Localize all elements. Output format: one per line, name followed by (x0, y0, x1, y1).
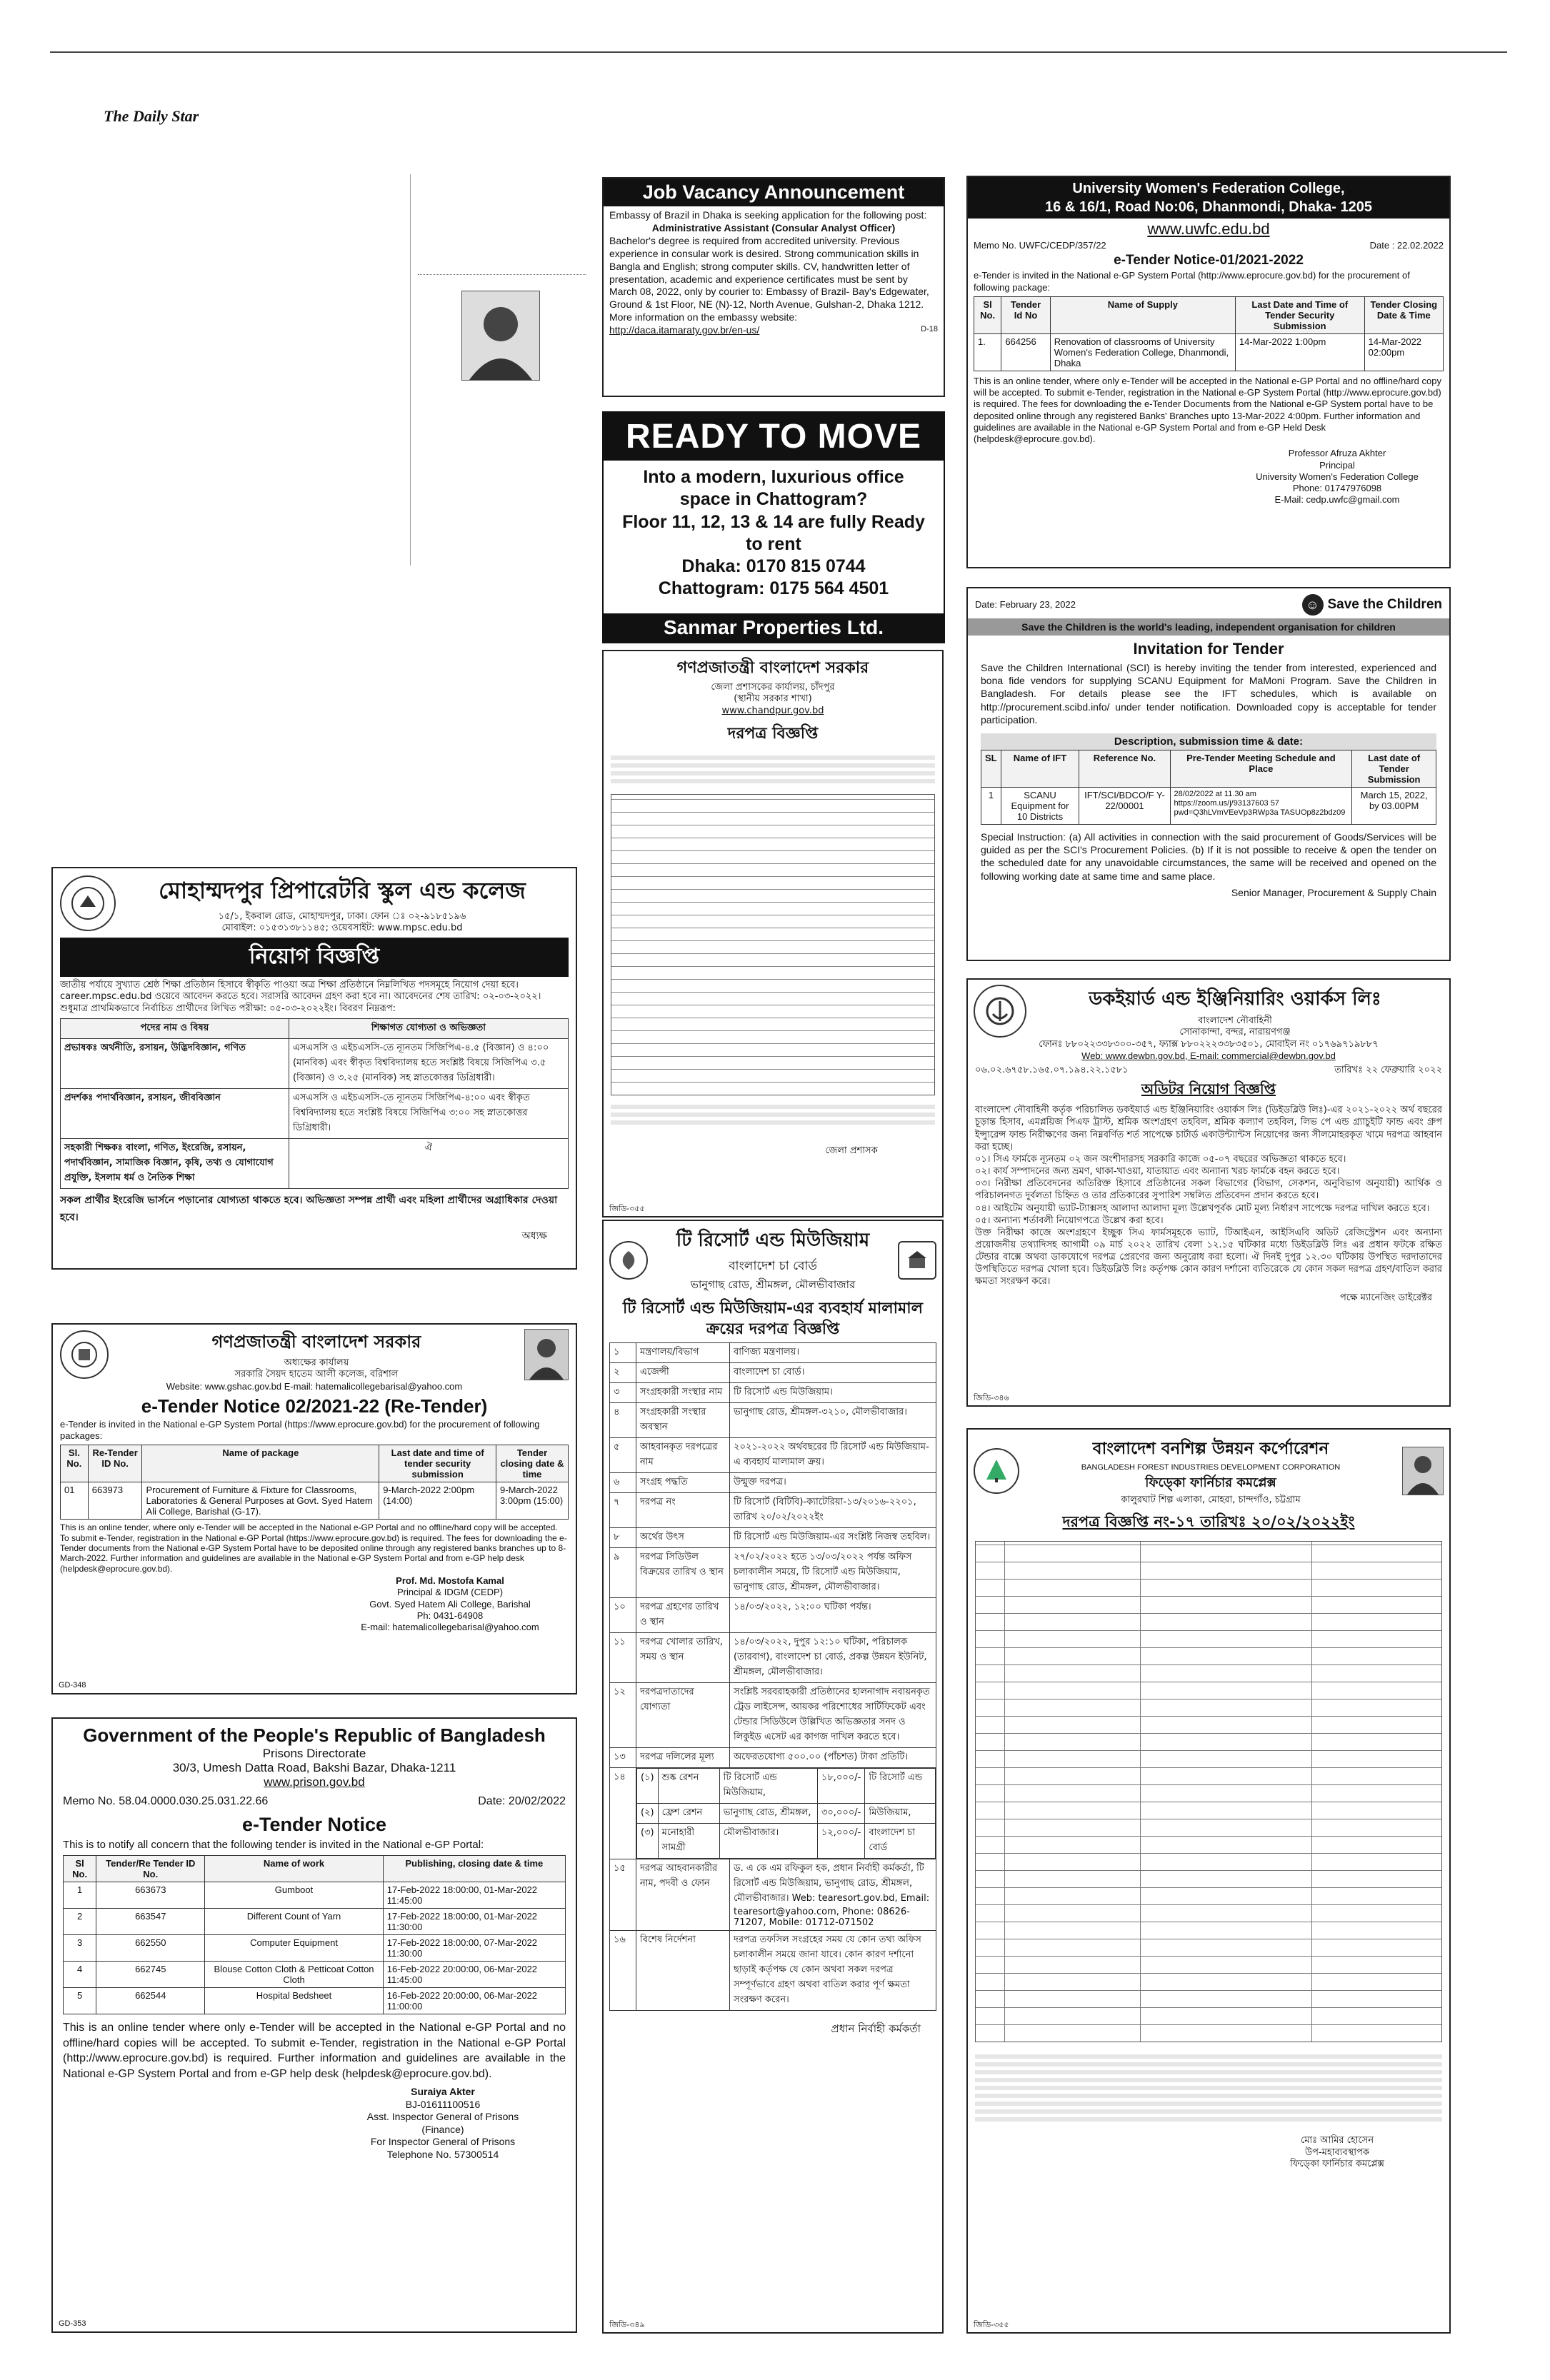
dockyard-name: ডকইয়ার্ড এন্ড ইঞ্জিনিয়ারিং ওয়ার্কস লিঃ (1089, 988, 1381, 1010)
bfidc-title: দরপত্র বিজ্ঞপ্তি নং-১৭ তারিখঃ ২০/০২/২০২২ইং (1062, 1513, 1355, 1531)
dockyard-title: অডিটর নিয়োগ বিজ্ঞপ্তি (1141, 1080, 1276, 1098)
uwfc-memo: Memo No. UWFC/CEDP/357/22 (974, 240, 1106, 251)
bfidc-table (975, 1541, 1442, 2042)
tea-name: টি রিসোর্ট এন্ড মিউজিয়াম (676, 1230, 870, 1251)
table-row: ১৩ দরপত্র দলিলের মূল্য অফেরতযোগ্য ৫০০.০০ (পাঁচশত) টাকা প্রতিটি। (610, 1748, 936, 1768)
dockyard-web[interactable]: Web: www.dewbn.gov.bd, E-mail: commercial@dewbn.gov.bd (1081, 1050, 1336, 1061)
bfidc-tender (966, 1428, 1451, 2334)
uwfc-notice: e-Tender Notice-01/2021-2022 (1114, 253, 1304, 268)
chandpur-title: দরপত্র বিজ্ঞপ্তি (727, 724, 819, 743)
prisons-govt: Government of the People's Republic of Bangladesh (83, 1724, 546, 1746)
rtm-line1: Into a modern, luxurious office space in Chattogram? (643, 467, 904, 510)
prisons-notes: This is an online tender where only e-Tender will be accepted in the National e-GP Portal and no offline/hard copies will be accepted. To submit e-Tender, registration in the National e-GP Portal (http://www.eprocure.gov.bd) is required. Further information and guidelines are available in the National e-GP System Portal and from e-GP help desk (helpdesk@eprocure.gov.bd). (63, 2022, 566, 2080)
job-body: Bachelor's degree is required from accredited university. Previous experience in consular work is desired. Strong communication skills in Bangla and English; strong computer skills. CV, handwritten letter of presentation, academic and experience certificates must be sent by March 08, 2022, only by courier to: Embassy of Brazil- Bay's Edgewater, Ground & 1st Floor, NE (N)-12, North Avenue, Gulshan-2, Dhaka 1212. (609, 234, 929, 311)
job-vacancy-ad (602, 177, 945, 397)
hatem-sign-org: Govt. Syed Hatem Ali College, Barishal (369, 1598, 531, 1610)
uwfc-intro: e-Tender is invited in the National e-GP System Portal (http://www.eprocure.gov.bd) for the procurement of following package: (974, 270, 1410, 293)
table-row: ৩ সংগ্রহকারী সংস্থার নাম টি রিসোর্ট এন্ড মিউজিয়াম। (610, 1383, 936, 1403)
tea-resort-tender (602, 1220, 944, 2334)
table-row: ১৫ দরপত্র আহবানকারীর নাম, পদবী ও ফোন ড. এ কে এম রফিকুল হক, প্রধান নির্বাহী কর্মকর্তা, টি রিসোর্ট এন্ড মিউজিয়াম, ভানুগাছ রোড, শ্রীমঙ্গল, মৌলভীবাজার। Web: tearesort.gov.bd, Email: tearesort@yahoo.com, Phone: 08626-71207, Mobile: 01712-071502 (610, 1859, 936, 1931)
rtm-line2: Floor 11, 12, 13 & 14 are fully Ready to rent (622, 511, 925, 554)
uwfc-date: Date : 22.02.2022 (1369, 240, 1444, 251)
stc-date: Date: February 23, 2022 (975, 598, 1076, 610)
dockyard-phone: ফোনঃ ৮৮০২২৩৩৮৩০০-৩৫৭, ফ্যাক্স ৮৮০২২২৩৩৮৩৫০১, মোবাইল নং ০১৭৬৯৭১৯৮৮৭ (1039, 1038, 1379, 1050)
hatem-website[interactable]: Website: www.gshac.gov.bd E-mail: hatemalicollegebarisal@yahoo.com (166, 1380, 463, 1392)
bfidc-name-en: BANGLADESH FOREST INDUSTRIES DEVELOPMENT CORPORATION (1081, 1463, 1341, 1472)
hatem-code: GD-348 (59, 1680, 86, 1689)
hatem-college: সরকারি সৈয়দ হাতেম আলী কলেজ, বরিশাল (234, 1369, 399, 1380)
mpsc-logo (60, 875, 116, 931)
prisons-sign-name: Suraiya Akter (411, 2086, 475, 2098)
hatem-sign-name: Prof. Md. Mostofa Kamal (396, 1575, 504, 1587)
prisons-notice: e-Tender Notice (241, 1814, 387, 1835)
bfidc-code: জিডি-৩৫৫ (974, 2319, 1009, 2329)
stc-table: SL Name of IFT Reference No. Pre-Tender Meeting Schedule and Place Last date of Tender Submission 1 SCANU Equipment for 10 Districts IFT/SCI/BDCO/F Y-22/00001 28/02/2022 at 11.30 am https://zoom.us/j/93137603 57 pwd=Q3hLVmVEeVp3RWp3a TASUOp8z2bdz09 March 15, 2022, by 03.00PM (981, 750, 1436, 825)
table-row: ৫ আহবানকৃত দরপত্রের নাম ২০২১-২০২২ অর্থবছরের টি রিসোর্ট এন্ড মিউজিয়াম-এ ব্যবহার্য মালামাল ক্রয়। (610, 1438, 936, 1473)
job-url[interactable]: http://daca.itamaraty.gov.br/en-us/ (609, 324, 760, 336)
list-item: ০৪। আইটেম অনুযায়ী ভ্যাট-ট্যাক্সসহ আলাদা আলাদা মূল্য উল্লেখপূর্বক মোট মূল্য নির্ধারণ সাপেক্ষে দরপত্র দাখিল করতে হবে। (975, 1202, 1430, 1214)
table-row: ৬ সংগ্রহ পদ্ধতি উন্মুক্ত দরপত্র। (610, 1473, 936, 1493)
rtm-dhaka: Dhaka: 0170 815 0744 (681, 556, 866, 576)
rtm-title: READY TO MOVE (604, 413, 944, 461)
bfidc-sign-title: উপ-মহাব্যবস্থাপক (1305, 2146, 1369, 2158)
table-row: ১১ দরপত্র খোলার তারিখ, সময় ও স্থান ১৪/০৩/২০২২, দুপুর ১২:১০ ঘটিকা, পরিচালক (তারবাগ), বাংলাদেশ চা বোর্ড, প্রকল্প উন্নয়ন ইউনিট, শ্রীমঙ্গল, মৌলভীবাজার। (610, 1633, 936, 1683)
table-row: ৯ দরপত্র সিডিউল বিক্রয়ের তারিখ ও স্থান ২৭/০২/২০২২ হতে ১৩/০৩/২০২২ পর্যন্ত অফিস চলাকালীন সময়ে, টি রিসোর্ট এন্ড মিউজিয়াম, ভানুগাছ রোড, শ্রীমঙ্গল, মৌলভীবাজার। (610, 1548, 936, 1598)
stc-sign: Senior Manager, Procurement & Supply Chain (1231, 886, 1436, 898)
dockyard-closing: উক্ত নিরীক্ষা কাজে অংশগ্রহণে ইচ্ছুক সিএ ফার্মসমূহকে ভ্যাট, টিআইএন, আইসিএবি অডিট রেজিস্ট্রেশন এবং অন্যান্য প্রয়োজনীয় তথ্যাদিসহ আগামী ০৯ মার্চ ২০২২ তারিখ বেলা ১২.১৫ ঘটিকার মধ্যে ডিইডব্লিউ লিঃ এর প্রধান ফটকে রক্ষিত টেন্ডার বাক্সে অথবা ডাকযোগে দরপত্র প্রেরণের জন্য অনুরোধ করা হলো। ঐ দিনই দুপুর ১২.৩০ ঘটিকায় উপস্থিত দরদাতাদের উপস্থিতিতে দরপত্র খোলা হবে। ডিইডব্লিউ লিঃ কর্তৃপক্ষ কোন কারণ দর্শানো ব্যতিরেকে যে কোন সকল দরপত্র গ্রহণ/বাতিল করার ক্ষমতা সংরক্ষণ করে। (975, 1227, 1442, 1287)
stc-logo: Save the Children (1327, 597, 1442, 612)
hatem-intro: e-Tender is invited in the National e-GP System Portal (https://www.eprocure.gov.bd) for the procurement of following packages: (60, 1418, 540, 1441)
save-children-tender (966, 587, 1451, 961)
bfidc-address: কালুরঘাট শিল্প এলাকা, মোহরা, চান্দগাঁও, চট্টগ্রাম (1121, 1495, 1301, 1506)
uwfc-sign-name: Professor Afruza Akhter (1288, 448, 1386, 459)
uwfc-table: Sl No. Tender Id No Name of Supply Last Date and Time of Tender Security Submission Tender Closing Date & Time 1. 664256 Renovation of classrooms of University Women's Federation College, Dhanmondi, Dhaka 14-Mar-2022 1:00pm 14-Mar-2022 02:00pm (974, 296, 1444, 371)
job-more: More information on the embassy website: (609, 311, 798, 323)
table-row: 1 663673 Gumboot 17-Feb-2022 18:00:00, 01-Mar-2022 11:45:00 (64, 1882, 566, 1909)
prisons-sign-id: BJ-01611100516 (405, 2098, 481, 2110)
list-item: ০৩। নিরীক্ষা প্রতিবেদনের অতিরিক্ত হিসাবে প্রতিষ্ঠানের সকল বিভাগের (বিভাগ, সেকশন, অনুবিভাগ অনুযায়ী) আর্থিক ও পরিচালনগত দুর্বলতা চিহ্নিত ও তার প্রতিকারের সুপারিশ সম্বলিত প্রতিবেদন প্রদান করতে হবে। (975, 1178, 1442, 1202)
uwfc-sign-title: Principal (1319, 459, 1355, 471)
mpsc-table: পদের নাম ও বিষয় শিক্ষাগত যোগ্যতা ও অভিজ্ঞতা প্রভাষকঃ অর্থনীতি, রসায়ন, উদ্ভিদবিজ্ঞান, গণিত এসএসসি ও এইচএসসি-তে ন্যূনতম সিজিপিএ-৪.৫ (বিজ্ঞান) ও ৪:০০ (মানবিক) এবং স্বীকৃত বিশ্ববিদ্যালয় হতে সংশ্লিষ্ট বিষয়ে সিজিপিএ ৩.৫ (বিজ্ঞান) ও ৩.২৫ (মানবিক) সহ স্নাতকোত্তর ডিগ্রিধারী। প্রদর্শকঃ পদার্থবিজ্ঞান, রসায়ন, জীববিজ্ঞান এসএসসি ও এইচএসসি-তে ন্যূনতম সিজিপিএ-৪:০০ এবং স্বীকৃত বিশ্ববিদ্যালয় হতে সংশ্লিষ্ট বিষয়ে সিজিপিএ ৩:০০ সহ স্নাতকোত্তর ডিগ্রিধারী। সহকারী শিক্ষকঃ বাংলা, গণিত, ইংরেজি, রসায়ন, পদার্থবিজ্ঞান, সামাজিক বিজ্ঞান, কৃষি, তথ্য ও যোগাযোগ প্রযুক্তি, ইসলাম ধর্ম ও নৈতিক শিক্ষা ঐ (60, 1018, 569, 1189)
table-row: ১৪ (১) শুষ্ক রেশন টি রিসোর্ট এন্ড মিউজিয়াম, ১৮,০০০/- টি রিসোর্ট এন্ড (২) ফ্রেশ রেশন ভানুগাছ রোড, শ্রীমঙ্গল, ৩০,০০০/- মিউজিয়াম, (৩) মনোহারী সামগ্রী মৌলভীবাজার। ১২,০০০/- বাংলাদেশ চা বোর্ড (610, 1768, 936, 1859)
hatem-email: E-mail: hatemalicollegebarisal@yahoo.com (361, 1622, 539, 1633)
prisons-dir: Prisons Directorate (262, 1747, 366, 1760)
prisons-code: GD-353 (59, 2319, 86, 2328)
hatem-table: Sl. No. Re-Tender ID No. Name of package Last date and time of tender security submission Tender closing date & time 01 663973 Procurement of Furniture & Fixture for Classrooms, Laboratories & General Purposes at Govt. Syed Hatem Ali College, Barishal (G-17). 9-March-2022 2:00pm (14:00) 9-March-2022 3:00pm (15:00) (60, 1445, 569, 1520)
uwfc-sign-org: University Women's Federation College (1256, 471, 1419, 482)
list-item: ০১। সিএ ফার্মকে ন্যূনতম ০২ জন অংশীদারসহ সরকারি কাজে ০৫-০৭ বছরের অভিজ্ঞতা থাকতে হবে। (975, 1153, 1346, 1165)
ready-to-move-ad (602, 411, 945, 643)
dockyard-body: বাংলাদেশ নৌবাহিনী কর্তৃক পরিচালিত ডকইয়ার্ড এন্ড ইঞ্জিনিয়ারিং ওয়ার্কস লিঃ (ডিইডব্লিউ লিঃ)-এর ২০২১-২০২২ অর্থ বছরের চূড়ান্ত হিসাব, এমপ্লয়িজ পিএফ ট্রাস্ট, শ্রমিক অংশগ্রহণ তহবিল, শ্রমিক কল্যাণ তহবিল, লিভ পে এন্ড গ্র্যাচুইটি ফান্ড এবং গ্রুপ ইন্স্যুরেন্স ফান্ড নিরীক্ষণের জন্য নিম্নবর্ণিত শর্ত সাপেক্ষে চার্টার্ড একাউন্ট্যান্টস নিয়োগের জন্য সীলমোহরকৃত খামে দরপত্র আহবান করা হচ্ছে। (975, 1105, 1442, 1153)
table-row: 3 662550 Computer Equipment 17-Feb-2022 18:00:00, 07-Mar-2022 11:30:00 (64, 1935, 566, 1962)
bfidc-sign-org: ফিড্কো ফার্নিচার কমপ্লেক্স (1290, 2158, 1384, 2169)
list-item: ০৫। অন্যান্য শর্তাবলী নিয়োগপত্রে উল্লেখ করা হবে। (975, 1215, 1164, 1226)
stc-tagline: Save the Children is the world's leading, independent organisation for children (968, 618, 1449, 636)
portrait-photo (1402, 1447, 1444, 1495)
portrait-photo (524, 1329, 569, 1380)
hatem-ph: Ph: 0431-64908 (416, 1610, 484, 1621)
dockyard-ref: ০৬.০২.৬৭৫৮.১৬৫.০৭.১৯৪.২২.১৫৮১ (975, 1065, 1129, 1075)
chandpur-web[interactable]: www.chandpur.gov.bd (721, 705, 824, 716)
bfidc-unit: ফিড্কো ফার্নিচার কমপ্লেক্স (1145, 1475, 1276, 1491)
uwfc-notes: This is an online tender, where only e-Tender will be accepted in the National e-GP Portal and no offline/hard copy will be accepted. To submit e-Tender, registration in the National e-GP System Portal (http://www.eprocure.gov.bd) is required. The fees for downloading the e-Tender Documents from the National e-GP System portal have to be deposited online through any registered Banks' Branches upto 13-Mar-2022 4:00pm. Further information and guidelines are available in the National e-GP System Portal and from e-GP Held Desk (helpdesk@eprocure.gov.bd). (974, 375, 1441, 444)
tea-sign: প্রধান নির্বাহী কর্মকর্তা (831, 2022, 921, 2036)
tea-code: জিডি-৩৪৯ (609, 2319, 645, 2329)
table-row: ১২ দরপত্রদাতাদের যোগ্যতা সংশ্লিষ্ট সরবরাহকারী প্রতিষ্ঠানের হালনাগাদ নবায়নকৃত ট্রেড লাইসেন্স, আয়কর পরিশোধের সার্টিফিকেট এবং টেন্ডার সিডিউলে উল্লিখিত অভিজ্ঞতার সনদ ও লিকুইড এসেট এর কাগজ দাখিল করতে হবে। (610, 1683, 936, 1748)
rtm-company: Sanmar Properties Ltd. (604, 613, 944, 642)
dockyard-address: সোনাকান্দা, বন্দর, নারায়ণগঞ্জ (1179, 1027, 1291, 1038)
hatem-tender (51, 1323, 577, 1694)
tea-board: বাংলাদেশ চা বোর্ড (729, 1259, 817, 1273)
table-row: 2 663547 Different Count of Yarn 17-Feb-2022 18:00:00, 01-Mar-2022 11:30:00 (64, 1909, 566, 1935)
prisons-date: Date: 20/02/2022 (478, 1795, 566, 1807)
tea-board-logo (609, 1241, 648, 1280)
save-children-logo-icon: ☺ (1302, 594, 1324, 616)
prisons-phone: Telephone No. 57300514 (386, 2148, 499, 2160)
hatem-govt: গণপ্রজাতন্ত্রী বাংলাদেশ সরকার (211, 1332, 421, 1352)
mpsc-notice: নিয়োগ বিজ্ঞপ্তি (60, 938, 569, 977)
dockyard-sub: বাংলাদেশ নৌবাহিনী (1198, 1015, 1272, 1026)
job-vacancy-title: Job Vacancy Announcement (604, 179, 944, 206)
dockyard-notice (966, 978, 1451, 1407)
mpsc-recruitment (51, 867, 577, 1270)
table-row: ১০ দরপত্র গ্রহণের তারিখ ও স্থান ১৪/০৩/২০২২, ১২:০০ ঘটিকা পর্যন্ত। (610, 1598, 936, 1633)
hatem-office: অধ্যক্ষের কার্যালয় (284, 1357, 349, 1368)
masthead: The Daily Star (104, 107, 199, 125)
obituary-box (410, 174, 590, 566)
tea-resort-logo (898, 1241, 936, 1280)
hatem-notice: e-Tender Notice 02/2021-22 (Re-Tender) (141, 1395, 488, 1417)
prisons-table: Sl No. Tender/Re Tender ID No. Name of work Publishing, closing date & time 1 663673 Gumboot 17-Feb-2022 18:00:00, 01-Mar-2022 11:45:00 2 663547 Different Count of Yarn 17-Feb-2022 18:00:00, 01-Mar-2022 11:30:00 3 662550 Computer Equipment 17-Feb-2022 18:00:00, 07-Mar-2022 11:30:00 4 662745 Blouse Cotton Cloth & Petticoat Cotton Cloth 16-Feb-2022 20:00:00, 06-Mar-2022 11:45:00 5 662544 Hospital Bedsheet 16-Feb-2022 20:00:00, 06-Mar-2022 11:00:00 (63, 1855, 566, 2014)
table-row: ২ এজেন্সী বাংলাদেশ চা বোর্ড। (610, 1363, 936, 1383)
prisons-sign-dept: (Finance) (421, 2123, 464, 2135)
uwfc-tender (966, 176, 1451, 568)
rtm-ctg: Chattogram: 0175 564 4501 (658, 578, 889, 599)
prisons-sign-title: Asst. Inspector General of Prisons (366, 2111, 519, 2123)
list-item: ০২। কার্য সম্পাদনের জন্য ভ্রমণ, থাকা-খাওয়া, যাতায়াত এবং অন্যান্য খরচ ফার্মকে বহন করতে হবে। (975, 1166, 1340, 1178)
prisons-intro: This is to notify all concern that the following tender is invited in the National e-GP Portal: (63, 1839, 484, 1851)
uwfc-name: University Women's Federation College, (1072, 181, 1345, 196)
mpsc-contact: মোবাইল: ০১৫৩১৩৮১১৪৫; ওয়েবসাইট: www.mpsc.edu.bd (221, 923, 463, 934)
table-row: 5 662544 Hospital Bedsheet 16-Feb-2022 20:00:00, 06-Mar-2022 11:00:00 (64, 1988, 566, 2014)
chandpur-sign: জেলা প্রশাসক (825, 1145, 878, 1156)
dockyard-logo (974, 985, 1026, 1038)
job-post: Administrative Assistant (Consular Analyst Officer) (651, 221, 896, 234)
tea-title: টি রিসোর্ট এন্ড মিউজিয়াম-এর ব্যবহার্য মালামাল ক্রয়ের দরপত্র বিজ্ঞপ্তি (623, 1300, 923, 1338)
table-row: ১৬ বিশেষ নির্দেশনা দরপত্র তফসিল সংগ্রহের সময় যে কোন তথ্য অফিস চলাকালীন সময়ে জানা যাবে। কোন কারণ দর্শানো ছাড়াই কর্তৃপক্ষ যে কোন অথবা সকল দরপত্র সম্পূর্ণভাবে গ্রহণ অথবা বাতিল করার পূর্ণ ক্ষমতা সংরক্ষণ করেন। (610, 1931, 936, 2011)
stc-special: Special Instruction: (a) All activities in connection with the said procurement of Goods/Services will be guided as per the SCI's Procurement Policies. (b) If it is not possible to receive & open the tender on the scheduled date for any unavoidable circumstances, the same will be received and opened on the following working date at same time and same place. (981, 830, 1436, 882)
prisons-memo: Memo No. 58.04.0000.030.25.031.22.66 (63, 1795, 269, 1807)
uwfc-email: E-Mail: cedp.uwfc@gmail.com (1274, 494, 1400, 506)
bfidc-sign-name: মোঃ আমির হোসেন (1300, 2135, 1374, 2146)
bfidc-name: বাংলাদেশ বনশিল্প উন্নয়ন কর্পোরেশন (1092, 1440, 1329, 1458)
job-code: D-18 (921, 325, 938, 334)
stc-title: Invitation for Tender (1133, 640, 1284, 658)
tea-table (609, 1342, 936, 2011)
dockyard-sign: পক্ষে ম্যানেজিং ডাইরেক্টর (1339, 1292, 1432, 1303)
uwfc-address: 16 & 16/1, Road No:06, Dhanmondi, Dhaka- 1205 (1045, 199, 1372, 215)
table-row: 4 662745 Blouse Cotton Cloth & Petticoat Cotton Cloth 16-Feb-2022 20:00:00, 06-Mar-2022 11:45:00 (64, 1962, 566, 1988)
chandpur-tender (602, 650, 944, 1217)
stc-table-title: Description, submission time & date: (981, 733, 1436, 750)
tea-address: ভানুগাছ রোড, শ্রীমঙ্গল, মৌলভীবাজার (690, 1278, 856, 1291)
hatem-notes: This is an online tender, where only e-Tender will be accepted in the National e-GP Portal and no offline/hard copy will be accepted. To submit e-Tender, registration in the National e-GP Portal (https://www.eprocure.gov.bd) is required. The fees for downloading the e-Tender documents from the National e-GP System Portal have to be deposited online through any registered banks branches up to 8-March-2022. Further information and guidelines are available in the National e-GP System Portal and from e-GP help desk (helpdesk@eprocure.gov.bd). (60, 1522, 567, 1574)
mpsc-intro: জাতীয় পর্যায়ে সুখ্যাত শ্রেষ্ঠ শিক্ষা প্রতিষ্ঠান হিসাবে স্বীকৃতি পাওয়া অত্র শিক্ষা প্রতিষ্ঠানে নিম্নলিখিত পদসমূহে নিয়োগ দেয়া হবে। career.mpsc.edu.bd ওয়েবে আবেদন করতে হবে। সরাসরি আবেদন গ্রহণ করা হবে না। আবেদনের শেষ তারিখ: ০২-০৩-২০২২। শুধুমাত্র প্রাথমিকভাবে নির্বাচিত প্রার্থীদের লিখিত পরীক্ষা: ০৫-০৩-২০২২ইং। বিবরণ নিম্নরূপ: (60, 979, 541, 1015)
chandpur-office: জেলা প্রশাসকের কার্যালয়, চাঁদপুর (711, 682, 835, 693)
portrait-photo (461, 291, 540, 381)
chandpur-code: জিডি-৩৫৫ (609, 1203, 645, 1213)
table-row: ৮ অর্থের উৎস টি রিসোর্ট এন্ড মিউজিয়াম-এর সংশ্লিষ্ট নিজস্ব তহবিল। (610, 1528, 936, 1548)
prisons-tender (51, 1717, 577, 2333)
chandpur-govt: গণপ্রজাতন্ত্রী বাংলাদেশ সরকার (676, 659, 869, 677)
table-row: ৪ সংগ্রহকারী সংস্থার অবস্থান ভানুগাছ রোড, শ্রীমঙ্গল-৩২১০, মৌলভীবাজার। (610, 1403, 936, 1438)
dockyard-code: জিডি-৩৪৬ (974, 1392, 1009, 1402)
job-intro: Embassy of Brazil in Dhaka is seeking application for the following post: (609, 209, 927, 221)
mpsc-name: মোহাম্মদপুর প্রিপারেটরি স্কুল এন্ড কলেজ (159, 877, 526, 904)
college-logo (60, 1330, 109, 1379)
mpsc-sign: অধ্যক্ষ (521, 1230, 547, 1242)
uwfc-phone: Phone: 01747976098 (1292, 483, 1382, 493)
prisons-sign-for: For Inspector General of Prisons (370, 2136, 516, 2148)
bfidc-logo (974, 1448, 1019, 1494)
prisons-address: 30/3, Umesh Datta Road, Bakshi Bazar, Dhaka-1211 (172, 1761, 456, 1774)
hatem-sign-title: Principal & IDGM (CEDP) (396, 1587, 504, 1598)
uwfc-web[interactable]: www.uwfc.edu.bd (1147, 220, 1270, 238)
dockyard-date: তারিখঃ ২২ ফেব্রুয়ারি ২০২২ (1334, 1065, 1442, 1075)
stc-body: Save the Children International (SCI) is hereby inviting the tender from interested, experienced and bona fide vendors for supplying SCANU Equipment for MaMoni Program. Save the Children in Bangladesh. For details please see the IFT schedules, which is available on http://procurement.scibd.info/ under tender notification. Downloaded copy is acceptable for tender participation. (981, 662, 1436, 725)
mpsc-address: ১৫/১, ইকবাল রোড, মোহাম্মদপুর, ঢাকা। ফোন ঃ ০২-৯১৮৫১৯৬ (218, 911, 466, 922)
table-row: ৭ দরপত্র নং টি রিসোর্ট (বিটিবি)-ক্যাটেরিয়া-১৩/২০১৬-২২০১, তারিখ ২০/০২/২০২২ইং (610, 1493, 936, 1528)
prisons-web[interactable]: www.prison.gov.bd (264, 1775, 365, 1789)
chandpur-table (611, 794, 935, 1095)
mpsc-footer: সকল প্রার্থীর ইংরেজি ভার্সনে পড়ানোর যোগ্যতা থাকতে হবে। অভিজ্ঞতা সম্পন্ন প্রার্থী এবং মহিলা প্রার্থীদের অগ্রাধিকার দেওয়া হবে। (60, 1195, 558, 1224)
chandpur-branch: (স্থানীয় সরকার শাখা) (734, 693, 812, 705)
table-row: ১ মন্ত্রণালয়/বিভাগ বাণিজ্য মন্ত্রণালয়। (610, 1343, 936, 1363)
